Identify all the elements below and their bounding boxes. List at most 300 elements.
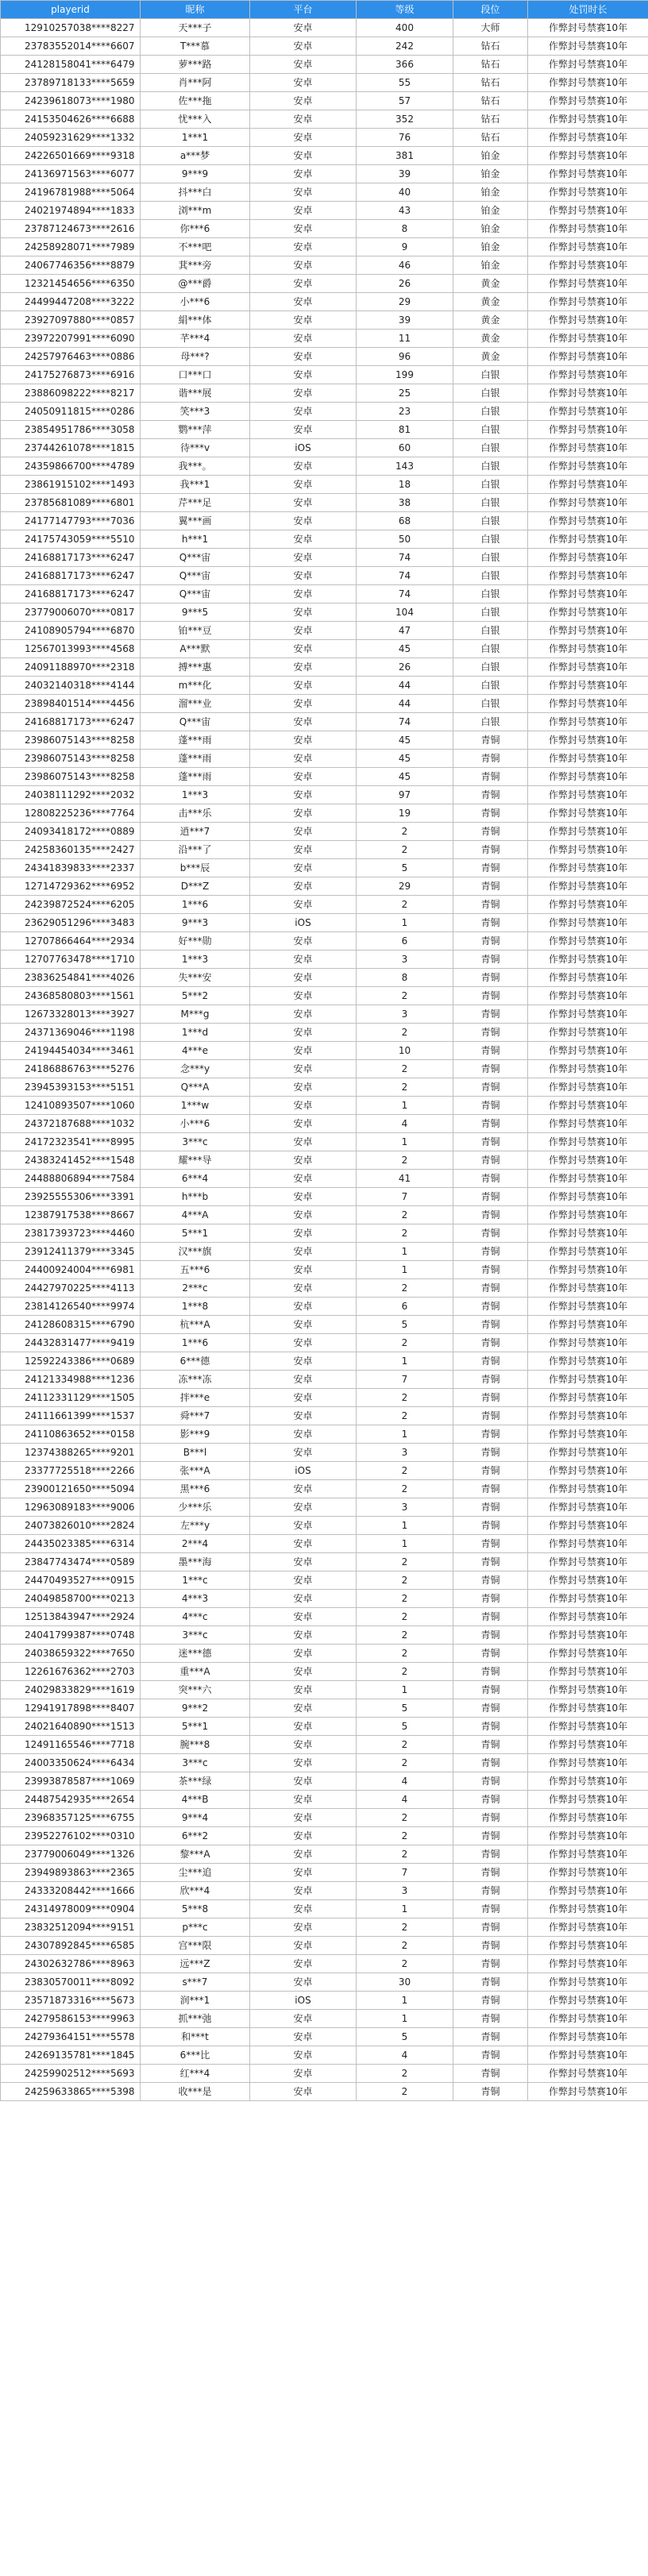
table-row (1, 2083, 648, 2101)
table-row (1, 1791, 648, 1809)
cell-playerid: 24128608315****6790 (1, 1316, 141, 1334)
cell-level: 3 (357, 1498, 453, 1517)
cell-platform: 安卓 (250, 750, 357, 768)
cell-rank: 青铜 (453, 1919, 528, 1937)
table-row (1, 1407, 648, 1425)
cell-nickname: 5***1 (141, 1718, 250, 1736)
cell-nickname: 芊***4 (141, 330, 250, 348)
cell-penalty: 作弊封号禁赛10年 (528, 1024, 648, 1042)
cell-level: 2 (357, 1060, 453, 1078)
cell-level: 1 (357, 1535, 453, 1553)
cell-platform: 安卓 (250, 1882, 357, 1900)
cell-nickname: 萝***路 (141, 56, 250, 74)
cell-playerid: 24049858700****0213 (1, 1590, 141, 1608)
cell-level: 81 (357, 421, 453, 439)
cell-nickname: 3***c (141, 1133, 250, 1151)
table-row (1, 604, 648, 622)
cell-nickname: 4***3 (141, 1590, 250, 1608)
cell-penalty: 作弊封号禁赛10年 (528, 1809, 648, 1827)
table-row (1, 1005, 648, 1024)
cell-penalty: 作弊封号禁赛10年 (528, 914, 648, 932)
cell-penalty: 作弊封号禁赛10年 (528, 640, 648, 658)
cell-platform: 安卓 (250, 1151, 357, 1170)
cell-platform: 安卓 (250, 567, 357, 585)
cell-nickname: 蓬***雨 (141, 750, 250, 768)
cell-playerid: 23744261078****1815 (1, 439, 141, 457)
cell-platform: 安卓 (250, 457, 357, 476)
cell-nickname: 9***3 (141, 914, 250, 932)
table-row (1, 969, 648, 987)
table-row (1, 1827, 648, 1845)
cell-level: 2 (357, 1645, 453, 1663)
table-row (1, 987, 648, 1005)
cell-playerid: 24368580803****1561 (1, 987, 141, 1005)
cell-platform: 安卓 (250, 1590, 357, 1608)
cell-level: 2 (357, 1224, 453, 1243)
cell-rank: 青铜 (453, 914, 528, 932)
cell-platform: 安卓 (250, 731, 357, 750)
cell-platform: 安卓 (250, 1097, 357, 1115)
cell-platform: 安卓 (250, 859, 357, 877)
cell-playerid: 23912411379****3345 (1, 1243, 141, 1261)
cell-playerid: 24186886763****5276 (1, 1060, 141, 1078)
cell-level: 2 (357, 1206, 453, 1224)
cell-level: 6 (357, 1298, 453, 1316)
table-row (1, 512, 648, 530)
cell-rank: 青铜 (453, 951, 528, 969)
cell-nickname: 4***B (141, 1791, 250, 1809)
cell-playerid: 23779006070****0817 (1, 604, 141, 622)
cell-level: 23 (357, 403, 453, 421)
cell-level: 7 (357, 1864, 453, 1882)
cell-playerid: 23571873316****5673 (1, 1992, 141, 2010)
cell-level: 46 (357, 256, 453, 275)
cell-rank: 铂金 (453, 202, 528, 220)
cell-nickname: 5***1 (141, 1224, 250, 1243)
cell-nickname: 杭***A (141, 1316, 250, 1334)
cell-nickname: 鹦***萍 (141, 421, 250, 439)
cell-playerid: 24059231629****1332 (1, 129, 141, 147)
cell-level: 45 (357, 768, 453, 786)
cell-level: 2 (357, 1663, 453, 1681)
table-row (1, 1955, 648, 1973)
cell-playerid: 24432831477****9419 (1, 1334, 141, 1352)
cell-rank: 青铜 (453, 2083, 528, 2101)
cell-penalty: 作弊封号禁赛10年 (528, 896, 648, 914)
cell-level: 2 (357, 1151, 453, 1170)
cell-playerid: 24021640890****1513 (1, 1718, 141, 1736)
cell-platform: 安卓 (250, 147, 357, 165)
cell-rank: 白银 (453, 439, 528, 457)
table-row (1, 1316, 648, 1334)
cell-rank: 青铜 (453, 1462, 528, 1480)
cell-nickname: 9***2 (141, 1699, 250, 1718)
cell-nickname: 萁***旁 (141, 256, 250, 275)
cell-nickname: 5***8 (141, 1900, 250, 1919)
cell-penalty: 作弊封号禁赛10年 (528, 1900, 648, 1919)
table-row (1, 1480, 648, 1498)
cell-penalty: 作弊封号禁赛10年 (528, 1206, 648, 1224)
cell-rank: 青铜 (453, 1809, 528, 1827)
cell-rank: 青铜 (453, 1937, 528, 1955)
cell-penalty: 作弊封号禁赛10年 (528, 1444, 648, 1462)
cell-rank: 青铜 (453, 2046, 528, 2065)
table-row (1, 19, 648, 37)
cell-penalty: 作弊封号禁赛10年 (528, 165, 648, 183)
cell-playerid: 12808225236****7764 (1, 804, 141, 823)
cell-level: 76 (357, 129, 453, 147)
cell-penalty: 作弊封号禁赛10年 (528, 1827, 648, 1845)
cell-playerid: 23814126540****9974 (1, 1298, 141, 1316)
table-row (1, 1663, 648, 1681)
cell-playerid: 23886098222****8217 (1, 384, 141, 403)
cell-level: 74 (357, 549, 453, 567)
cell-nickname: 左***y (141, 1517, 250, 1535)
cell-level: 45 (357, 640, 453, 658)
cell-platform: 安卓 (250, 348, 357, 366)
cell-rank: 青铜 (453, 1334, 528, 1352)
table-row (1, 494, 648, 512)
cell-nickname: 好***勋 (141, 932, 250, 951)
cell-rank: 青铜 (453, 1261, 528, 1279)
cell-playerid: 24153504626****6688 (1, 110, 141, 129)
table-row (1, 585, 648, 604)
cell-level: 30 (357, 1973, 453, 1992)
cell-level: 2 (357, 1078, 453, 1097)
cell-platform: 安卓 (250, 129, 357, 147)
cell-rank: 铂金 (453, 220, 528, 238)
cell-nickname: 润***1 (141, 1992, 250, 2010)
cell-penalty: 作弊封号禁赛10年 (528, 1188, 648, 1206)
cell-playerid: 12707763478****1710 (1, 951, 141, 969)
cell-platform: 安卓 (250, 1371, 357, 1389)
cell-nickname: D***Z (141, 877, 250, 896)
table-row (1, 1992, 648, 2010)
cell-level: 381 (357, 147, 453, 165)
cell-rank: 青铜 (453, 1005, 528, 1024)
cell-level: 2 (357, 1571, 453, 1590)
cell-level: 2 (357, 2065, 453, 2083)
cell-level: 1 (357, 1133, 453, 1151)
cell-level: 2 (357, 1389, 453, 1407)
cell-nickname: 你***6 (141, 220, 250, 238)
cell-level: 2 (357, 1736, 453, 1754)
table-row (1, 1626, 648, 1645)
cell-playerid: 24128158041****6479 (1, 56, 141, 74)
cell-playerid: 24499447208****3222 (1, 293, 141, 311)
cell-rank: 青铜 (453, 1444, 528, 1462)
cell-playerid: 24175276873****6916 (1, 366, 141, 384)
cell-platform: 安卓 (250, 1316, 357, 1334)
cell-playerid: 23925555306****3391 (1, 1188, 141, 1206)
cell-level: 4 (357, 1772, 453, 1791)
cell-nickname: 五***6 (141, 1261, 250, 1279)
cell-penalty: 作弊封号禁赛10年 (528, 1645, 648, 1663)
table-row (1, 421, 648, 439)
cell-nickname: h***1 (141, 530, 250, 549)
cell-platform: 安卓 (250, 1024, 357, 1042)
cell-level: 50 (357, 530, 453, 549)
table-row (1, 1919, 648, 1937)
cell-penalty: 作弊封号禁赛10年 (528, 1316, 648, 1334)
cell-nickname: 2***4 (141, 1535, 250, 1553)
cell-nickname: B***l (141, 1444, 250, 1462)
cell-level: 242 (357, 37, 453, 56)
cell-nickname: 1***3 (141, 786, 250, 804)
cell-platform: iOS (250, 914, 357, 932)
cell-penalty: 作弊封号禁赛10年 (528, 585, 648, 604)
cell-playerid: 23817393723****4460 (1, 1224, 141, 1243)
cell-nickname: 腕***8 (141, 1736, 250, 1754)
cell-nickname: 影***9 (141, 1425, 250, 1444)
cell-platform: 安卓 (250, 37, 357, 56)
cell-level: 10 (357, 1042, 453, 1060)
cell-playerid: 24307892845****6585 (1, 1937, 141, 1955)
cell-nickname: A***默 (141, 640, 250, 658)
cell-rank: 青铜 (453, 804, 528, 823)
cell-playerid: 23832512094****9151 (1, 1919, 141, 1937)
table-row (1, 1188, 648, 1206)
cell-playerid: 24314978009****0904 (1, 1900, 141, 1919)
cell-nickname: 浏***m (141, 202, 250, 220)
cell-rank: 白银 (453, 658, 528, 677)
cell-rank: 青铜 (453, 1078, 528, 1097)
cell-playerid: 23847743474****0589 (1, 1553, 141, 1571)
cell-playerid: 23993878587****1069 (1, 1772, 141, 1791)
cell-penalty: 作弊封号禁赛10年 (528, 56, 648, 74)
cell-level: 2 (357, 1608, 453, 1626)
cell-platform: 安卓 (250, 1243, 357, 1261)
cell-penalty: 作弊封号禁赛10年 (528, 1334, 648, 1352)
cell-rank: 青铜 (453, 1371, 528, 1389)
cell-level: 5 (357, 2028, 453, 2046)
cell-platform: 安卓 (250, 804, 357, 823)
table-row (1, 622, 648, 640)
cell-level: 1 (357, 1261, 453, 1279)
cell-level: 104 (357, 604, 453, 622)
cell-playerid: 23830570011****8092 (1, 1973, 141, 1992)
cell-rank: 青铜 (453, 1955, 528, 1973)
cell-platform: iOS (250, 439, 357, 457)
cell-rank: 青铜 (453, 877, 528, 896)
cell-penalty: 作弊封号禁赛10年 (528, 1663, 648, 1681)
cell-level: 5 (357, 859, 453, 877)
cell-platform: 安卓 (250, 1261, 357, 1279)
cell-penalty: 作弊封号禁赛10年 (528, 713, 648, 731)
cell-penalty: 作弊封号禁赛10年 (528, 1864, 648, 1882)
cell-level: 8 (357, 969, 453, 987)
cell-nickname: 絹***体 (141, 311, 250, 330)
cell-level: 41 (357, 1170, 453, 1188)
cell-platform: 安卓 (250, 2028, 357, 2046)
cell-penalty: 作弊封号禁赛10年 (528, 750, 648, 768)
cell-nickname: 抓***弛 (141, 2010, 250, 2028)
cell-penalty: 作弊封号禁赛10年 (528, 110, 648, 129)
cell-platform: 安卓 (250, 1389, 357, 1407)
cell-platform: 安卓 (250, 1206, 357, 1224)
cell-rank: 白银 (453, 677, 528, 695)
cell-rank: 青铜 (453, 1188, 528, 1206)
table-row (1, 476, 648, 494)
cell-playerid: 24111661399****1537 (1, 1407, 141, 1425)
cell-rank: 青铜 (453, 1425, 528, 1444)
cell-penalty: 作弊封号禁赛10年 (528, 1772, 648, 1791)
table-row (1, 1845, 648, 1864)
cell-rank: 青铜 (453, 1663, 528, 1681)
cell-penalty: 作弊封号禁赛10年 (528, 1845, 648, 1864)
cell-level: 2 (357, 1809, 453, 1827)
cell-level: 2 (357, 1827, 453, 1845)
cell-playerid: 24383241452****1548 (1, 1151, 141, 1170)
table-row (1, 1389, 648, 1407)
cell-penalty: 作弊封号禁赛10年 (528, 330, 648, 348)
cell-penalty: 作弊封号禁赛10年 (528, 951, 648, 969)
cell-level: 2 (357, 1024, 453, 1042)
cell-playerid: 24029833829****1619 (1, 1681, 141, 1699)
table-row (1, 366, 648, 384)
cell-playerid: 24279586153****9963 (1, 2010, 141, 2028)
table-row (1, 1352, 648, 1371)
table-row (1, 1115, 648, 1133)
cell-penalty: 作弊封号禁赛10年 (528, 1992, 648, 2010)
cell-nickname: 念***y (141, 1060, 250, 1078)
cell-penalty: 作弊封号禁赛10年 (528, 238, 648, 256)
table-row (1, 311, 648, 330)
cell-platform: 安卓 (250, 1407, 357, 1425)
cell-rank: 白银 (453, 366, 528, 384)
cell-nickname: 4***A (141, 1206, 250, 1224)
cell-platform: 安卓 (250, 512, 357, 530)
cell-rank: 青铜 (453, 932, 528, 951)
cell-playerid: 24488806894****7584 (1, 1170, 141, 1188)
cell-platform: 安卓 (250, 530, 357, 549)
table-row (1, 1279, 648, 1298)
cell-penalty: 作弊封号禁赛10年 (528, 1042, 648, 1060)
table-row (1, 713, 648, 731)
cell-platform: 安卓 (250, 877, 357, 896)
cell-platform: 安卓 (250, 1517, 357, 1535)
cell-playerid: 24112331129****1505 (1, 1389, 141, 1407)
table-row (1, 348, 648, 366)
cell-penalty: 作弊封号禁赛10年 (528, 1937, 648, 1955)
table-row (1, 1645, 648, 1663)
cell-level: 2 (357, 841, 453, 859)
cell-nickname: 我***1 (141, 476, 250, 494)
cell-penalty: 作弊封号禁赛10年 (528, 1517, 648, 1535)
cell-platform: 安卓 (250, 768, 357, 786)
cell-playerid: 24226501669****9318 (1, 147, 141, 165)
cell-penalty: 作弊封号禁赛10年 (528, 549, 648, 567)
cell-penalty: 作弊封号禁赛10年 (528, 2028, 648, 2046)
table-row (1, 1334, 648, 1352)
cell-rank: 青铜 (453, 1626, 528, 1645)
table-row (1, 567, 648, 585)
cell-level: 1 (357, 1900, 453, 1919)
cell-platform: 安卓 (250, 275, 357, 293)
cell-nickname: 尘***追 (141, 1864, 250, 1882)
cell-rank: 青铜 (453, 1389, 528, 1407)
cell-playerid: 23949893863****2365 (1, 1864, 141, 1882)
cell-penalty: 作弊封号禁赛10年 (528, 877, 648, 896)
cell-penalty: 作弊封号禁赛10年 (528, 19, 648, 37)
cell-playerid: 12707866464****2934 (1, 932, 141, 951)
cell-penalty: 作弊封号禁赛10年 (528, 366, 648, 384)
table-row (1, 768, 648, 786)
cell-platform: iOS (250, 1992, 357, 2010)
table-row (1, 823, 648, 841)
cell-nickname: 远***Z (141, 1955, 250, 1973)
cell-level: 5 (357, 1699, 453, 1718)
cell-penalty: 作弊封号禁赛10年 (528, 823, 648, 841)
cell-playerid: 24168817173****6247 (1, 549, 141, 567)
table-row (1, 841, 648, 859)
cell-level: 2 (357, 1462, 453, 1480)
cell-penalty: 作弊封号禁赛10年 (528, 2065, 648, 2083)
cell-penalty: 作弊封号禁赛10年 (528, 1973, 648, 1992)
cell-nickname: Q***A (141, 1078, 250, 1097)
cell-level: 5 (357, 1316, 453, 1334)
cell-rank: 黄金 (453, 275, 528, 293)
cell-playerid: 24239618073****1980 (1, 92, 141, 110)
cell-playerid: 24021974894****1833 (1, 202, 141, 220)
cell-level: 8 (357, 220, 453, 238)
cell-platform: 安卓 (250, 951, 357, 969)
cell-nickname: 6***德 (141, 1352, 250, 1371)
cell-platform: 安卓 (250, 1699, 357, 1718)
table-row (1, 1772, 648, 1791)
cell-rank: 青铜 (453, 731, 528, 750)
cell-level: 1 (357, 1681, 453, 1699)
cell-platform: 安卓 (250, 403, 357, 421)
cell-nickname: 耀***导 (141, 1151, 250, 1170)
cell-platform: 安卓 (250, 1188, 357, 1206)
cell-rank: 白银 (453, 512, 528, 530)
cell-platform: 安卓 (250, 1498, 357, 1517)
table-row (1, 951, 648, 969)
table-row (1, 129, 648, 147)
cell-platform: 安卓 (250, 1736, 357, 1754)
cell-rank: 青铜 (453, 1681, 528, 1699)
cell-platform: 安卓 (250, 1571, 357, 1590)
table-row (1, 403, 648, 421)
cell-nickname: 母***? (141, 348, 250, 366)
cell-level: 143 (357, 457, 453, 476)
cell-penalty: 作弊封号禁赛10年 (528, 512, 648, 530)
table-row (1, 1097, 648, 1115)
cell-level: 2 (357, 1845, 453, 1864)
cell-penalty: 作弊封号禁赛10年 (528, 2010, 648, 2028)
cell-level: 3 (357, 1444, 453, 1462)
cell-platform: iOS (250, 1462, 357, 1480)
cell-rank: 青铜 (453, 1206, 528, 1224)
cell-nickname: 5***2 (141, 987, 250, 1005)
cell-rank: 白银 (453, 421, 528, 439)
cell-level: 97 (357, 786, 453, 804)
table-row (1, 1882, 648, 1900)
cell-penalty: 作弊封号禁赛10年 (528, 1681, 648, 1699)
cell-platform: 安卓 (250, 1425, 357, 1444)
cell-nickname: 1***1 (141, 129, 250, 147)
table-row (1, 238, 648, 256)
cell-level: 43 (357, 202, 453, 220)
cell-playerid: 23927097880****0857 (1, 311, 141, 330)
cell-rank: 青铜 (453, 1224, 528, 1243)
cell-penalty: 作弊封号禁赛10年 (528, 567, 648, 585)
cell-playerid: 24427970225****4113 (1, 1279, 141, 1298)
cell-penalty: 作弊封号禁赛10年 (528, 1754, 648, 1772)
cell-penalty: 作弊封号禁赛10年 (528, 1955, 648, 1973)
cell-platform: 安卓 (250, 932, 357, 951)
